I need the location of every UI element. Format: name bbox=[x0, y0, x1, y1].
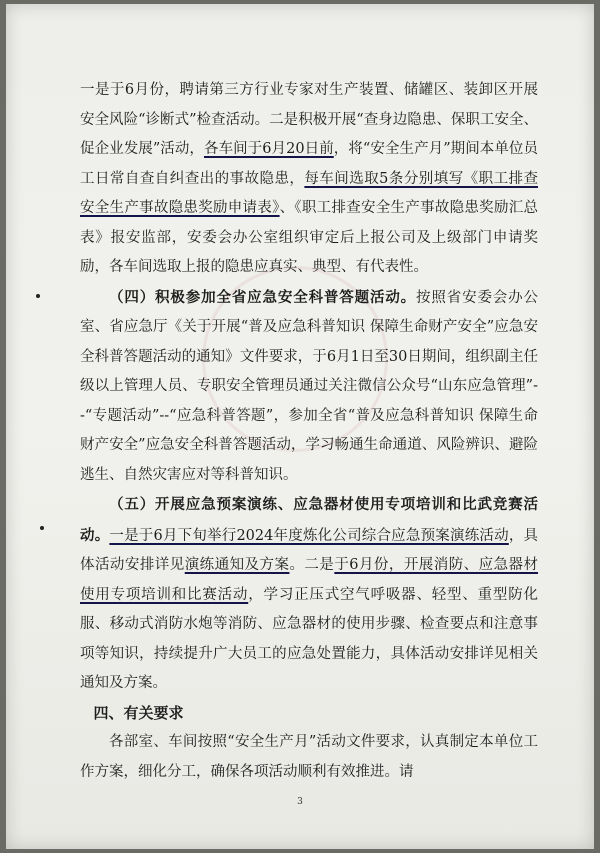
handwritten-underline-text: 各车间于6月20日前 bbox=[204, 141, 334, 157]
final-paragraph: 各部室、车间按照“安全生产月”活动文件要求，认真制定本单位工作方案，细化分工，确保各项活动顺利有效推进。请 bbox=[80, 734, 538, 780]
handwritten-underline-text: 每车间选取5条分别填写《职工排查安全生产事故隐患奖励申请表》 bbox=[80, 170, 538, 216]
paragraph-text: ，将“安全生产月”期间本单位员工日常自查自纠查出的事故隐患， bbox=[80, 141, 538, 187]
body-paragraph bbox=[80, 490, 538, 699]
paragraph-text: 按照省安委会办公室、省应急厅《关于开展“普及应急科普知识 保障生命财产安全”应急安全科普答题活动的通知》文件要求，于6月1日至30日期间，组织副主任级以上管理人员、专职安全管理员通过关注微信公众号“山东应急管理”--“专题活动”--“应急科普答题”，参加全省“普及应急科普知识 保障生命财产安全”应急安全科普答题活动，学习畅通生命通道、风险辨识、避险逃生、自然灾害应对等科普知识。 bbox=[80, 289, 539, 483]
body-paragraph bbox=[80, 283, 538, 491]
paragraph-text: ，具体活动安排详见 bbox=[80, 527, 539, 573]
paragraph-text: 。二是 bbox=[289, 557, 335, 573]
bold-lead-text: （五）开展应急预案演练、应急器材使用专项培训和比武竞赛活动。 bbox=[80, 496, 538, 544]
pen-mark bbox=[40, 526, 44, 530]
paragraph-text: 一是于6月份，聘请第三方行业专家对生产装置、储罐区、装卸区开展安全风险“诊断式”检查活动。二是积极开展“查身边隐患、保职工安全、促企业发展”活动， bbox=[80, 82, 538, 157]
bold-lead-text: （四）积极参加全省应急安全科普答题活动。 bbox=[109, 288, 417, 306]
paragraph-text: 、《职工排查安全生产事故隐患奖励汇总表》报安监部，安委会办公室组织审定后上报公司及上级部门申请奖励，各车间选取上报的隐患应真实、典型、有代表性。 bbox=[80, 200, 539, 275]
page-number: 3 bbox=[297, 797, 303, 807]
document-body bbox=[80, 76, 538, 787]
pen-mark bbox=[36, 294, 40, 298]
paragraph-text: ，学习正压式空气呼吸器、轻型、重型防化服、移动式消防水炮等消防、应急器材的使用步骤、检查要点和注意事项等知识，持续提升广大员工的应急处置能力，具体活动安排详见相关通知及方案。 bbox=[80, 586, 539, 691]
handwritten-underline-text: 一是于6月下旬举行2024年度炼化公司综合应急预案演练活动 bbox=[109, 527, 509, 544]
section-heading: 四、有关要求 bbox=[93, 703, 184, 722]
document-page bbox=[6, 4, 594, 849]
handwritten-underline-text: 演练通知及方案 bbox=[184, 557, 290, 573]
handwritten-underline-text: 于6月份，开展消防、应急器材使用专项培训和比赛活动 bbox=[80, 557, 539, 603]
body-paragraph bbox=[80, 76, 538, 283]
paragraph-list bbox=[80, 76, 538, 699]
